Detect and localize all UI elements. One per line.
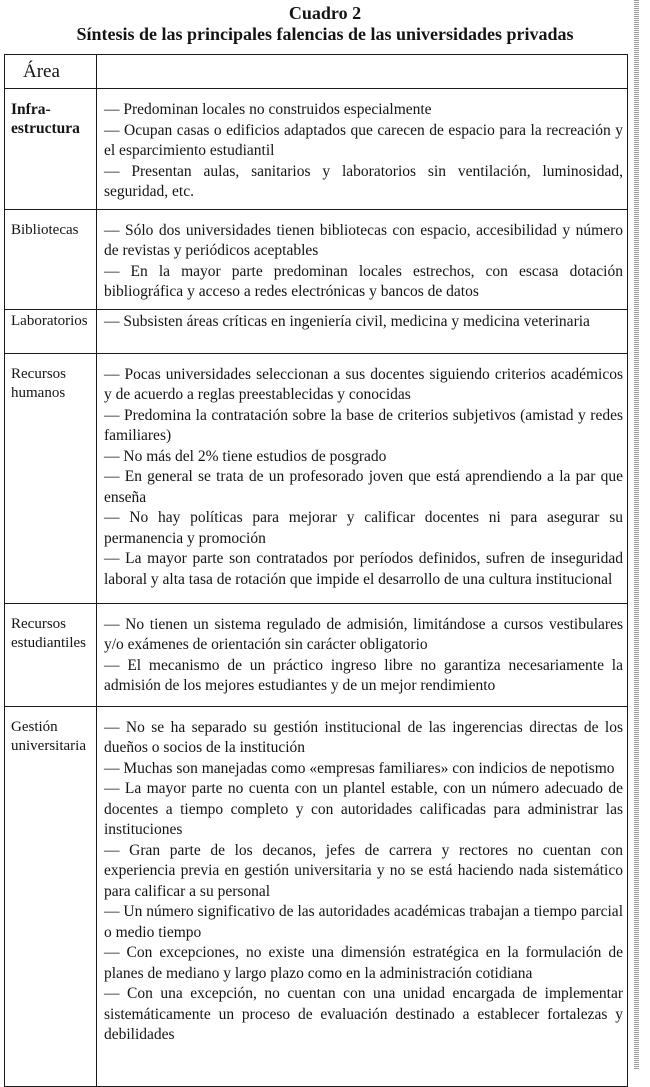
area-cell: Infra- estructura: [5, 89, 97, 210]
list-item: — Con excepciones, no existe una dimensión estratégica en la formulación de planes de mediano y largo plazo como en la administración cotidiana: [104, 944, 623, 982]
list-item: — Predomina la contratación sobre la base de criterios subjetivos (amistad y redes familiares): [104, 406, 623, 444]
list-item: — Con una excepción, no cuentan con una unidad encargada de implementar sistemáticamente un proceso de evaluación destinado a establecer fortalezas y debilidades: [104, 985, 623, 1043]
table-row: [5, 353, 628, 603]
area-cell: Recursos estudiantiles: [5, 603, 97, 706]
list-item: — No se ha separado su gestión institucional de las ingerencias directas de los dueños o socios de la institución: [104, 718, 623, 756]
content-column-header: [97, 55, 628, 89]
area-cell: Laboratorios: [5, 309, 97, 353]
list-item: — El mecanismo de un práctico ingreso libre no garantiza necesariamente la admisión de los mejores estudiantes y de un mejor rendimiento: [104, 656, 623, 694]
list-item: — No hay políticas para mejorar y calificar docentes ni para asegurar su permanencia y promoción: [104, 509, 623, 547]
table-row: [5, 209, 628, 309]
table-header-row: [5, 55, 628, 89]
list-item: — Muchas son manejadas como «empresas familiares» con indicios de nepotismo: [104, 759, 615, 777]
list-item: — La mayor parte son contratados por períodos definidos, sufren de inseguridad laboral y alta tasa de rotación que impide el desarrollo de una cultura institucional: [104, 550, 623, 588]
list-item: — Sólo dos universidades tienen bibliotecas con espacio, accesibilidad y número de revistas y periódicos aceptables: [104, 221, 623, 259]
table-title: Síntesis de las principales falencias de las universidades privadas: [76, 24, 574, 44]
list-item: — La mayor parte no cuenta con un plantel estable, con un número adecuado de docentes a tiempo completo y con autoridades calificadas para administrar las instituciones: [104, 780, 623, 838]
table-row: [5, 603, 628, 706]
list-item: — En general se trata de un profesorado joven que está aprendiendo a la par que enseña: [104, 468, 623, 506]
deficiencies-table: [4, 54, 628, 1087]
area-cell: Bibliotecas: [5, 209, 97, 309]
items-cell: [97, 89, 628, 210]
table-row: [5, 706, 628, 1086]
list-item: — No más del 2% tiene estudios de posgrado: [104, 447, 387, 465]
items-cell: [97, 603, 628, 706]
area-cell: Gestión universitaria: [5, 706, 97, 1086]
items-cell: [97, 353, 628, 603]
items-cell: [97, 309, 628, 353]
list-item: — Gran parte de los decanos, jefes de carrera y rectores no cuentan con experiencia previa en gestión universitaria y no se está haciendo nada sistemático para calificar a su personal: [104, 841, 623, 900]
list-item: — En la mayor parte predominan locales estrechos, con escasa dotación bibliográfica y acceso a redes electrónicas y bancos de datos: [104, 262, 623, 300]
list-item: — Un número significativo de las autoridades académicas trabajan a tiempo parcial o medio tiempo: [104, 903, 623, 941]
list-item: — Ocupan casas o edificios adaptados que carecen de espacio para la recreación y el esparcimiento estudiantil: [104, 121, 623, 159]
list-item: — Subsisten áreas críticas en ingeniería civil, medicina y medicina veterinaria: [104, 312, 590, 330]
list-item: — No tienen un sistema regulado de admisión, limitándose a cursos vestibulares y/o exámenes de orientación sin carácter obligatorio: [104, 615, 623, 653]
table-row: [5, 309, 628, 353]
table-row: [5, 89, 628, 210]
area-cell: Recursos humanos: [5, 353, 97, 603]
table-number: Cuadro 2: [288, 3, 362, 23]
items-cell: [97, 209, 628, 309]
page-edge-shadow: [634, 0, 639, 1070]
items-cell: [97, 706, 628, 1086]
list-item: — Presentan aulas, sanitarios y laboratorios sin ventilación, luminosidad, seguridad, etc.: [104, 162, 623, 200]
list-item: — Predominan locales no construidos especialmente: [104, 101, 432, 118]
area-column-header: Área: [5, 55, 97, 89]
list-item: — Pocas universidades seleccionan a sus docentes siguiendo criterios académicos y de acuerdo a reglas preestablecidas y conocidas: [104, 365, 623, 403]
